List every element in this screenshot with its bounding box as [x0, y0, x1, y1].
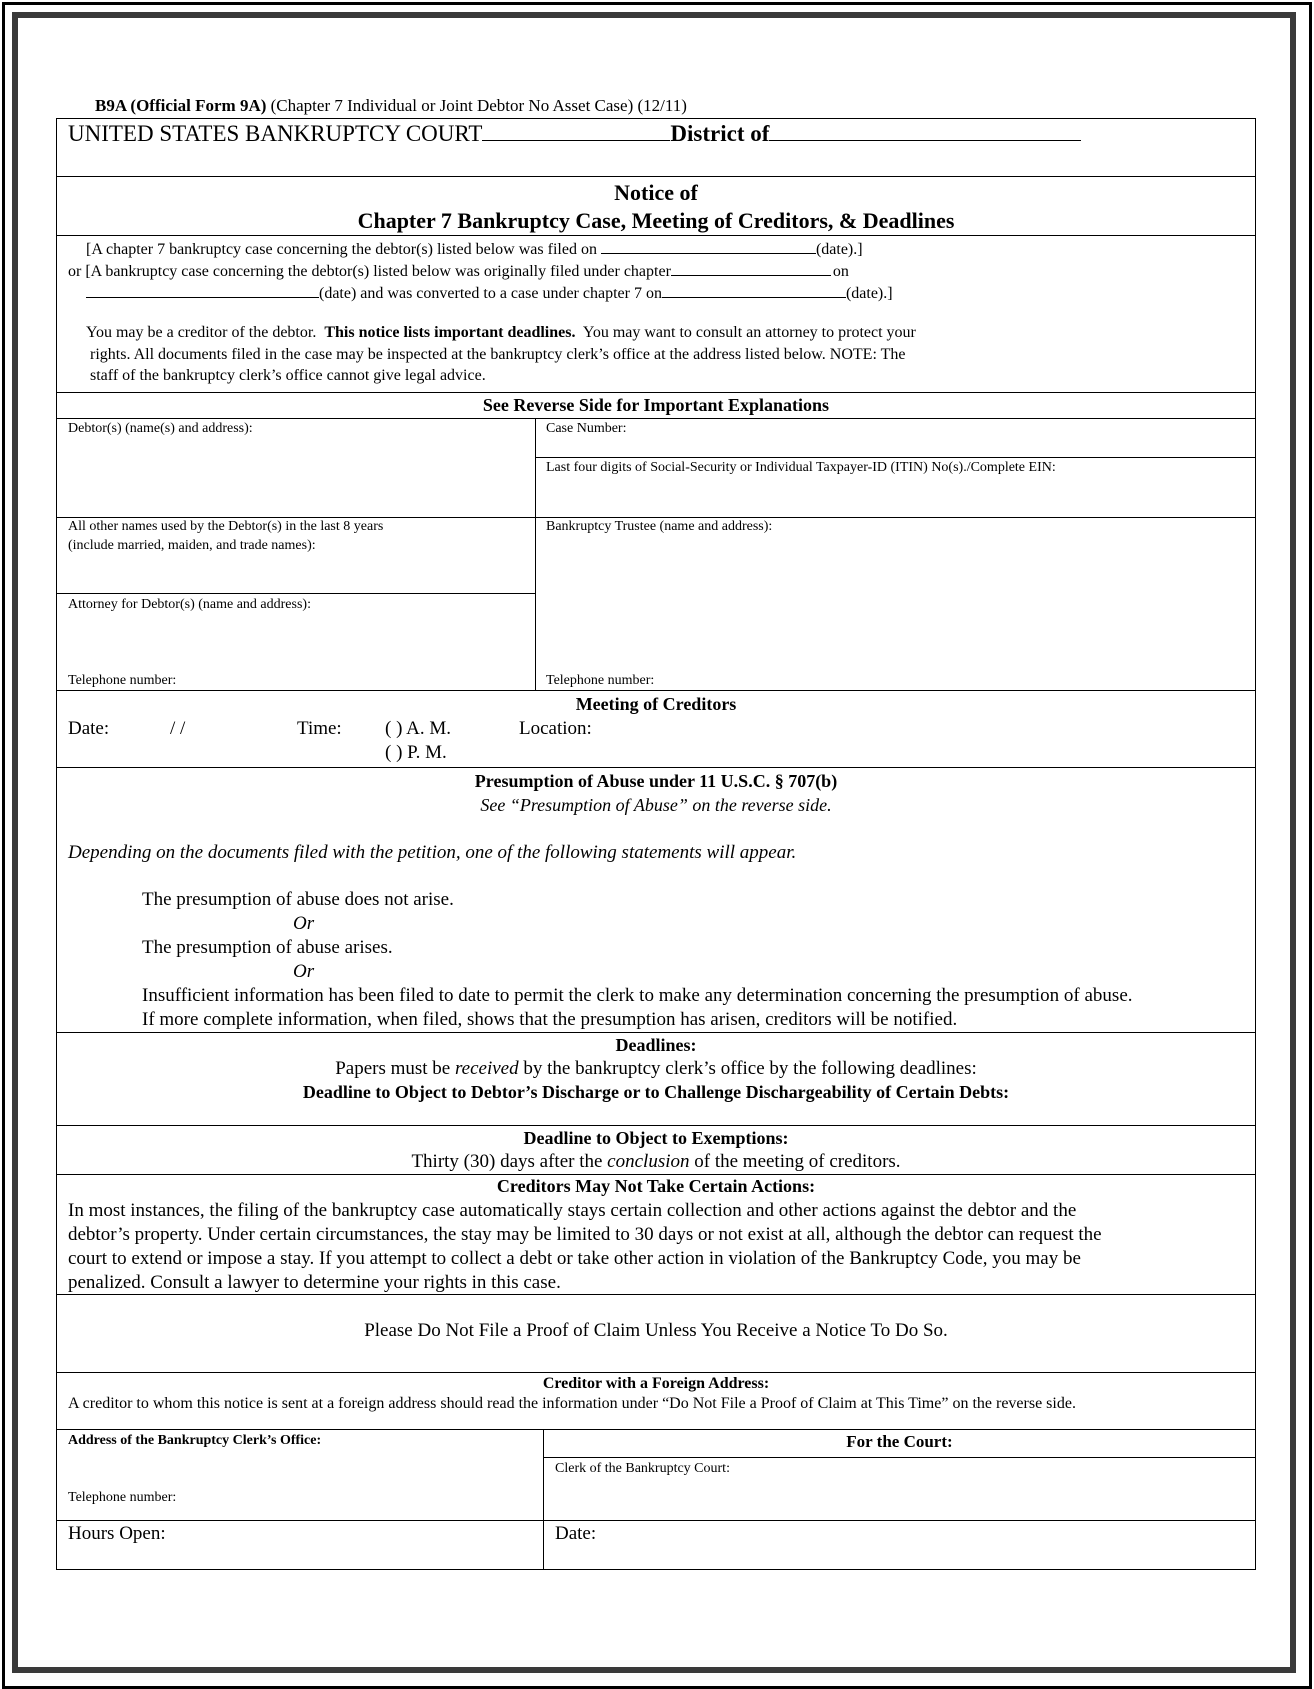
- intro-text-1: You may be a creditor of the debtor.: [86, 324, 317, 341]
- actions-line-3: court to extend or impose a stay. If you attempt to collect a debt or take other action in violation of the Bankruptcy Code, you may be: [68, 1248, 1081, 1269]
- case-number-label: Case Number:: [546, 421, 627, 436]
- rule: [56, 767, 1256, 768]
- filing-line-3: [86, 281, 893, 303]
- clerk-label: Clerk of the Bankruptcy Court:: [555, 1461, 730, 1476]
- actions-title: Creditors May Not Take Certain Actions:: [496, 1176, 816, 1196]
- presumption-or-2: Or: [293, 961, 315, 982]
- meeting-location-label: Location:: [519, 718, 592, 739]
- form-description: (Chapter 7 Individual or Joint Debtor No Asset Case) (12/11): [270, 96, 687, 115]
- intro-line-3: staff of the bankruptcy clerk’s office cannot give legal advice.: [90, 367, 486, 384]
- filing-line-1: [86, 237, 863, 259]
- court-name: UNITED STATES BANKRUPTCY COURT: [68, 121, 483, 146]
- foreign-address-title: Creditor with a Foreign Address:: [542, 1375, 770, 1392]
- trustee-label: Bankruptcy Trustee (name and address):: [546, 519, 773, 534]
- meeting-am: ( ) A. M.: [385, 718, 451, 739]
- orig-date-blank: [86, 281, 319, 298]
- presumption-statement-2: The presumption of abuse arises.: [142, 937, 393, 958]
- hours-open-label: Hours Open:: [68, 1523, 166, 1544]
- rule: [56, 690, 1256, 691]
- footer-date-label: Date:: [555, 1523, 597, 1544]
- clerk-address-label: Address of the Bankruptcy Clerk’s Office:: [68, 1433, 322, 1448]
- clerk-telephone-label: Telephone number:: [68, 1490, 177, 1505]
- rule: [56, 176, 1256, 177]
- presumption-statement-4: If more complete information, when filed, shows that the presumption has arisen, creditors will be notified.: [142, 1009, 958, 1030]
- notice-title-2: Chapter 7 Bankruptcy Case, Meeting of Creditors, & Deadlines: [357, 208, 955, 233]
- conversion-date-blank: [662, 281, 846, 298]
- filing-text-3a: (date) and was converted to a case under chapter 7 on: [319, 285, 662, 302]
- actions-line-1: In most instances, the filing of the bankruptcy case automatically stays certain collection and other actions against the debtor and the: [68, 1200, 1077, 1221]
- attorney-label: Attorney for Debtor(s) (name and address):: [68, 597, 311, 612]
- meeting-date-slashes: / /: [170, 718, 186, 739]
- deadlines-title: Deadlines:: [615, 1035, 697, 1055]
- rule: [56, 517, 1256, 518]
- rule: [543, 1457, 1256, 1458]
- rule: [56, 1294, 1256, 1295]
- exemptions-title: Deadline to Object to Exemptions:: [523, 1128, 789, 1148]
- rule: [56, 1429, 1256, 1430]
- reverse-side-title: See Reverse Side for Important Explanations: [482, 395, 830, 415]
- exemptions-text-b: of the meeting of creditors.: [694, 1151, 901, 1172]
- district-blank: [769, 124, 1081, 141]
- presumption-see: See “Presumption of Abuse” on the reverse side.: [480, 795, 832, 815]
- filing-text-2b: on: [832, 263, 849, 280]
- exemptions-text: [56, 1151, 1256, 1173]
- exemptions-text-a: Thirty (30) days after the: [411, 1151, 603, 1172]
- filing-text-3b: (date).]: [845, 285, 893, 302]
- intro-line-2: rights. All documents filed in the case may be inspected at the bankruptcy clerk’s office at the address listed below. NOTE: The: [90, 346, 906, 363]
- rule: [56, 392, 1256, 393]
- deadlines-papers-a: Papers must be: [335, 1058, 451, 1079]
- filing-date-blank: [601, 237, 816, 254]
- debtors-label: Debtor(s) (name(s) and address):: [68, 421, 253, 436]
- intro-text-1-rest: You may want to consult an attorney to protect your: [582, 324, 916, 341]
- rule: [56, 1125, 1256, 1126]
- rule: [535, 457, 1256, 458]
- actions-line-2: debtor’s property. Under certain circumstances, the stay may be limited to 30 days or not exist at all, although the debtor can request the: [68, 1224, 1102, 1245]
- deadlines-papers-italic: received: [454, 1058, 519, 1079]
- meeting-title: Meeting of Creditors: [575, 694, 737, 714]
- filing-text-2a: or [A bankruptcy case concerning the debtor(s) listed below was originally filed under chapter: [68, 263, 671, 280]
- rule: [535, 418, 536, 690]
- meeting-pm: ( ) P. M.: [385, 742, 447, 763]
- presumption-or-1: Or: [293, 913, 315, 934]
- chapter-blank: [671, 259, 831, 276]
- rule: [56, 1520, 1256, 1521]
- rule: [56, 1174, 1256, 1175]
- meeting-date-label: Date:: [68, 718, 110, 739]
- rule: [56, 1372, 1256, 1373]
- court-blank: [482, 124, 670, 141]
- filing-line-2: [68, 259, 849, 281]
- telephone-right-label: Telephone number:: [546, 673, 655, 688]
- meeting-time-label: Time:: [297, 718, 342, 739]
- actions-line-4: penalized. Consult a lawyer to determine your rights in this case.: [68, 1272, 561, 1293]
- for-the-court-label: For the Court:: [846, 1432, 953, 1451]
- form-header: [95, 96, 687, 116]
- presumption-title: Presumption of Abuse under 11 U.S.C. § 707(b): [474, 771, 838, 791]
- other-names-label-1: All other names used by the Debtor(s) in the last 8 years: [68, 519, 384, 534]
- other-names-label-2: (include married, maiden, and trade names):: [68, 538, 316, 553]
- intro-line-1: [86, 324, 916, 342]
- presumption-statement-3: Insufficient information has been filed to date to permit the clerk to make any determination concerning the presumption of abuse.: [142, 985, 1133, 1006]
- presumption-statement-1: The presumption of abuse does not arise.: [142, 889, 454, 910]
- rule: [56, 418, 1256, 419]
- deadline-discharge: Deadline to Object to Debtor’s Discharge or to Challenge Dischargeability of Certain Debts:: [302, 1082, 1010, 1102]
- notice-title-1: Notice of: [614, 180, 698, 205]
- form-id: B9A (Official Form 9A): [95, 96, 267, 115]
- rule: [56, 235, 1256, 236]
- deadlines-papers-b: by the bankruptcy clerk’s office by the following deadlines:: [523, 1058, 977, 1079]
- ssn-label: Last four digits of Social-Security or Individual Taxpayer-ID (ITIN) No(s)./Complete EIN:: [546, 460, 1056, 475]
- rule: [56, 1032, 1256, 1033]
- intro-bold: This notice lists important deadlines.: [324, 324, 576, 341]
- rule: [56, 593, 535, 594]
- court-line: [68, 121, 1081, 147]
- proof-of-claim-notice: Please Do Not File a Proof of Claim Unless You Receive a Notice To Do So.: [364, 1320, 948, 1341]
- filing-text-1b: (date).]: [815, 241, 863, 258]
- telephone-left-label: Telephone number:: [68, 673, 177, 688]
- district-label: District of: [670, 121, 770, 146]
- exemptions-text-italic: conclusion: [607, 1151, 690, 1172]
- filing-text-1a: [A chapter 7 bankruptcy case concerning the debtor(s) listed below was filed on: [86, 241, 597, 258]
- presumption-depending: Depending on the documents filed with the petition, one of the following statements will appear.: [68, 842, 797, 863]
- foreign-address-text: A creditor to whom this notice is sent at a foreign address should read the information under “Do Not File a Proof of Claim at This Time” on the reverse side.: [68, 1395, 1076, 1412]
- deadlines-papers: [56, 1058, 1256, 1080]
